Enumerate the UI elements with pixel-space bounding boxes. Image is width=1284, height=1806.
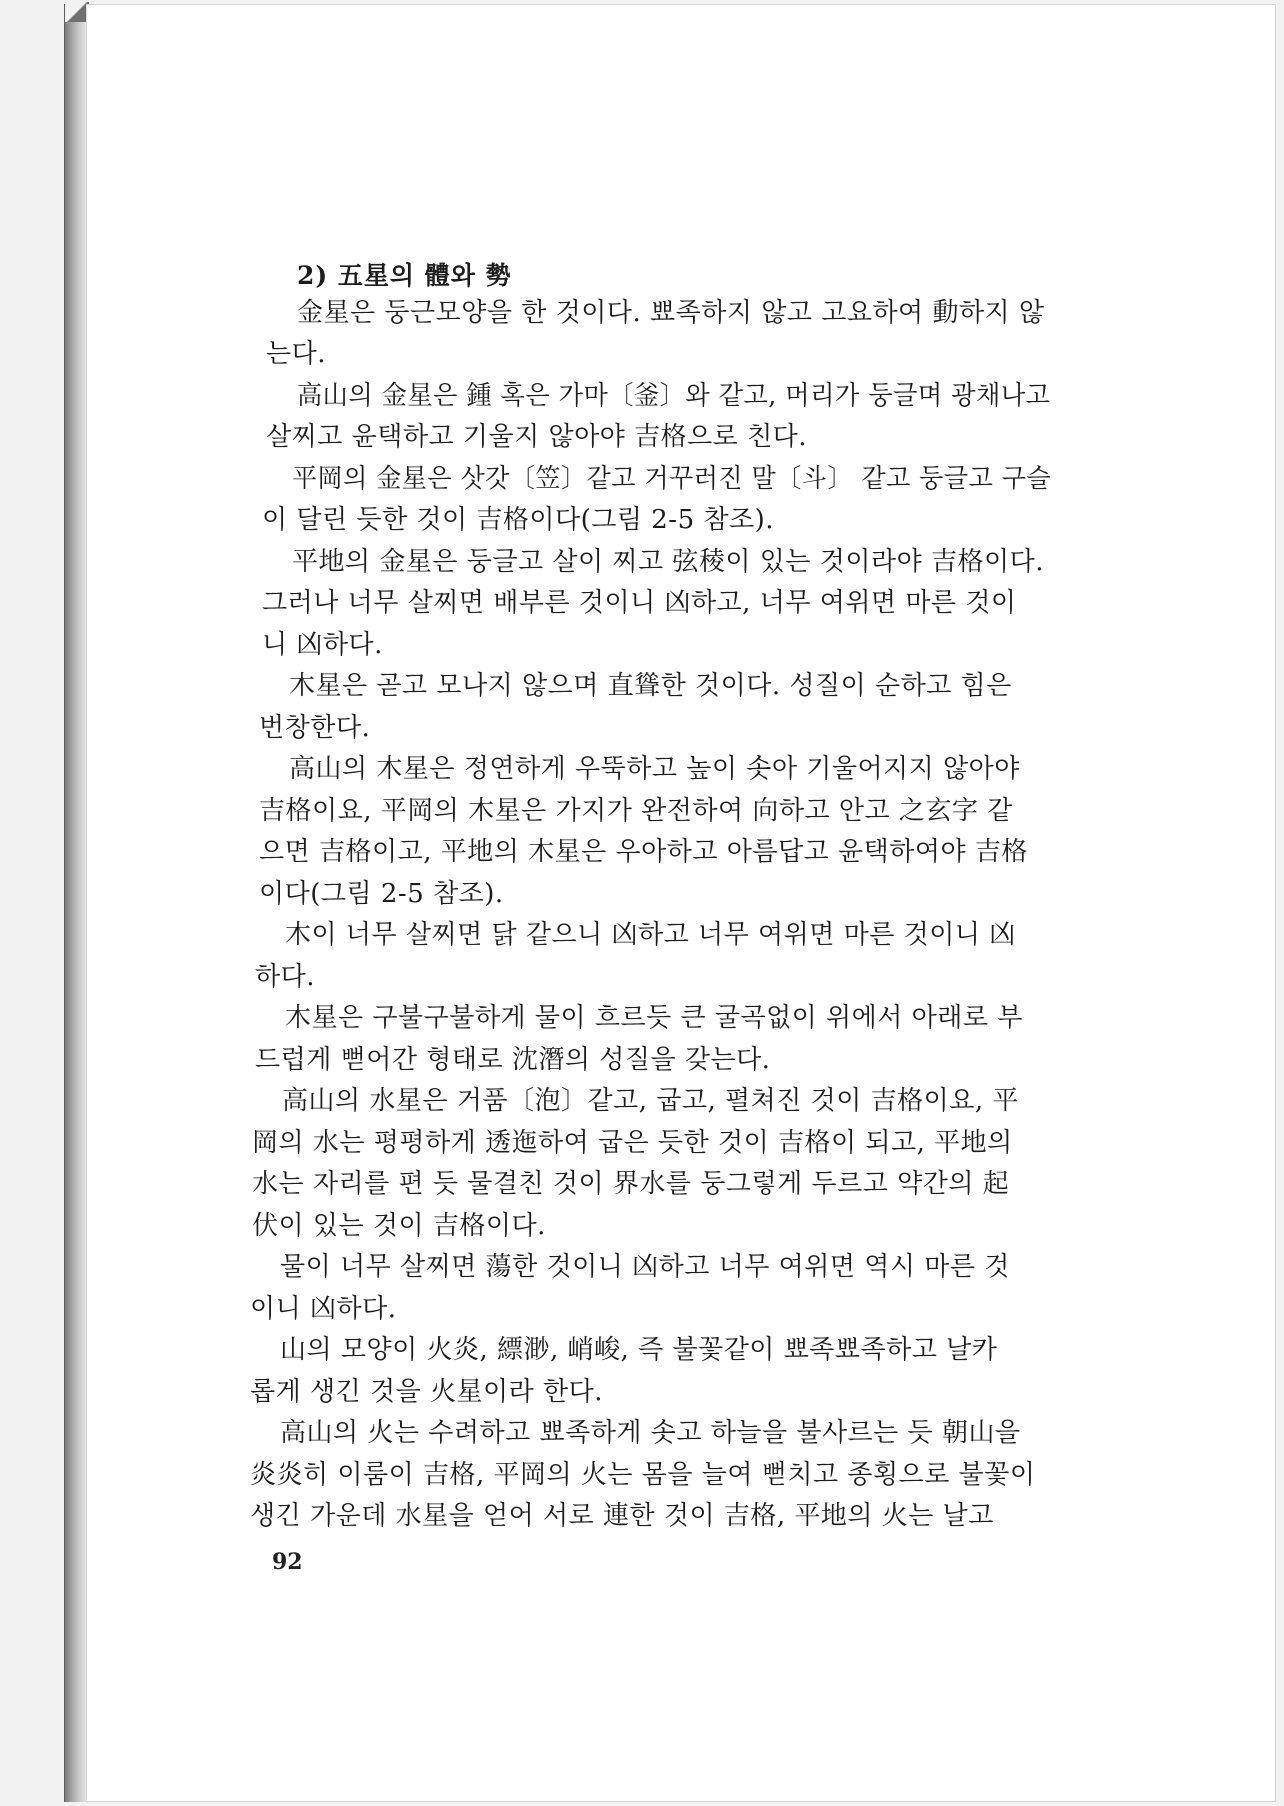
text-line: 高山의 水星은 거품〔泡〕같고, 굽고, 펼쳐진 것이 吉格이요, 平 <box>282 1086 1019 1116</box>
text-line: 번창한다. <box>259 713 371 743</box>
text-line: 물이 너무 살찌면 蕩한 것이니 凶하고 너무 여위면 역시 마른 것 <box>280 1252 1010 1282</box>
text-line: 생긴 가운데 水星을 얻어 서로 連한 것이 吉格, 平地의 火는 날고 <box>250 1501 994 1531</box>
book-page-edge <box>64 4 87 1802</box>
text-line: 하다. <box>255 962 315 992</box>
text-line: 롭게 생긴 것을 火星이라 한다. <box>250 1377 603 1407</box>
text-line: 高山의 金星은 鍾 혹은 가마〔釜〕와 같고, 머리가 둥글며 광채나고 <box>297 381 1051 411</box>
text-line: 炎炎히 이룸이 吉格, 平岡의 火는 몸을 늘여 뻗치고 종횡으로 불꽃이 <box>250 1460 1036 1490</box>
text-line: 이니 凶하다. <box>250 1294 397 1324</box>
text-line: 水는 자리를 편 듯 물결친 것이 界水를 둥그렇게 두르고 약간의 起 <box>252 1169 1010 1199</box>
text-line: 木星은 곧고 모나지 않으며 直聳한 것이다. 성질이 순하고 힘은 <box>289 671 1012 701</box>
section-heading: 2) 五星의 體와 勢 <box>297 261 512 290</box>
text-line: 드럽게 뻗어간 형태로 沈潛의 성질을 갖는다. <box>255 1045 771 1075</box>
text-line: 平地의 金星은 둥글고 살이 찌고 弦稜이 있는 것이라야 吉格이다. <box>292 547 1044 577</box>
page-content <box>86 4 1276 1802</box>
text-line: 이 달린 듯한 것이 吉格이다(그림 2-5 참조). <box>262 505 775 535</box>
text-line: 이다(그림 2-5 참조). <box>259 879 504 909</box>
text-line: 伏이 있는 것이 吉格이다. <box>252 1211 546 1241</box>
text-line: 木星은 구불구불하게 물이 흐르듯 큰 굴곡없이 위에서 아래로 부 <box>285 1003 1023 1033</box>
text-line: 吉格이요, 平岡의 木星은 가지가 완전하여 向하고 안고 之玄字 같 <box>259 796 1013 826</box>
text-line: 高山의 木星은 정연하게 우뚝하고 높이 솟아 기울어지지 않아야 <box>289 754 1020 784</box>
text-line: 살찌고 윤택하고 기울지 않아야 吉格으로 친다. <box>266 422 808 452</box>
text-line: 岡의 水는 평평하게 透迤하여 굽은 듯한 것이 吉格이 되고, 平地의 <box>252 1128 1013 1158</box>
text-line: 그러나 너무 살찌면 배부른 것이니 凶하고, 너무 여위면 마른 것이 <box>262 588 1017 618</box>
text-line: 으면 吉格이고, 平地의 木星은 우아하고 아름답고 윤택하여야 吉格 <box>259 837 1028 867</box>
text-line: 山의 모양이 火炎, 縹渺, 峭峻, 즉 불꽃같이 뾰족뾰족하고 날카 <box>280 1335 998 1365</box>
text-line: 平岡의 金星은 삿갓〔笠〕같고 거꾸러진 말〔斗〕 같고 둥글고 구슬 <box>292 464 1052 494</box>
text-line: 高山의 火는 수려하고 뾰족하게 솟고 하늘을 불사르는 듯 朝山을 <box>280 1418 1021 1448</box>
text-line: 木이 너무 살찌면 닭 같으니 凶하고 너무 여위면 마른 것이니 凶 <box>285 920 1016 950</box>
text-line: 는다. <box>266 339 326 369</box>
text-line: 니 凶하다. <box>262 630 383 660</box>
text-line: 金星은 둥근모양을 한 것이다. 뾰족하지 않고 고요하여 動하지 않 <box>297 298 1045 328</box>
book-page <box>86 4 1276 1802</box>
page-number: 92 <box>272 1549 303 1575</box>
